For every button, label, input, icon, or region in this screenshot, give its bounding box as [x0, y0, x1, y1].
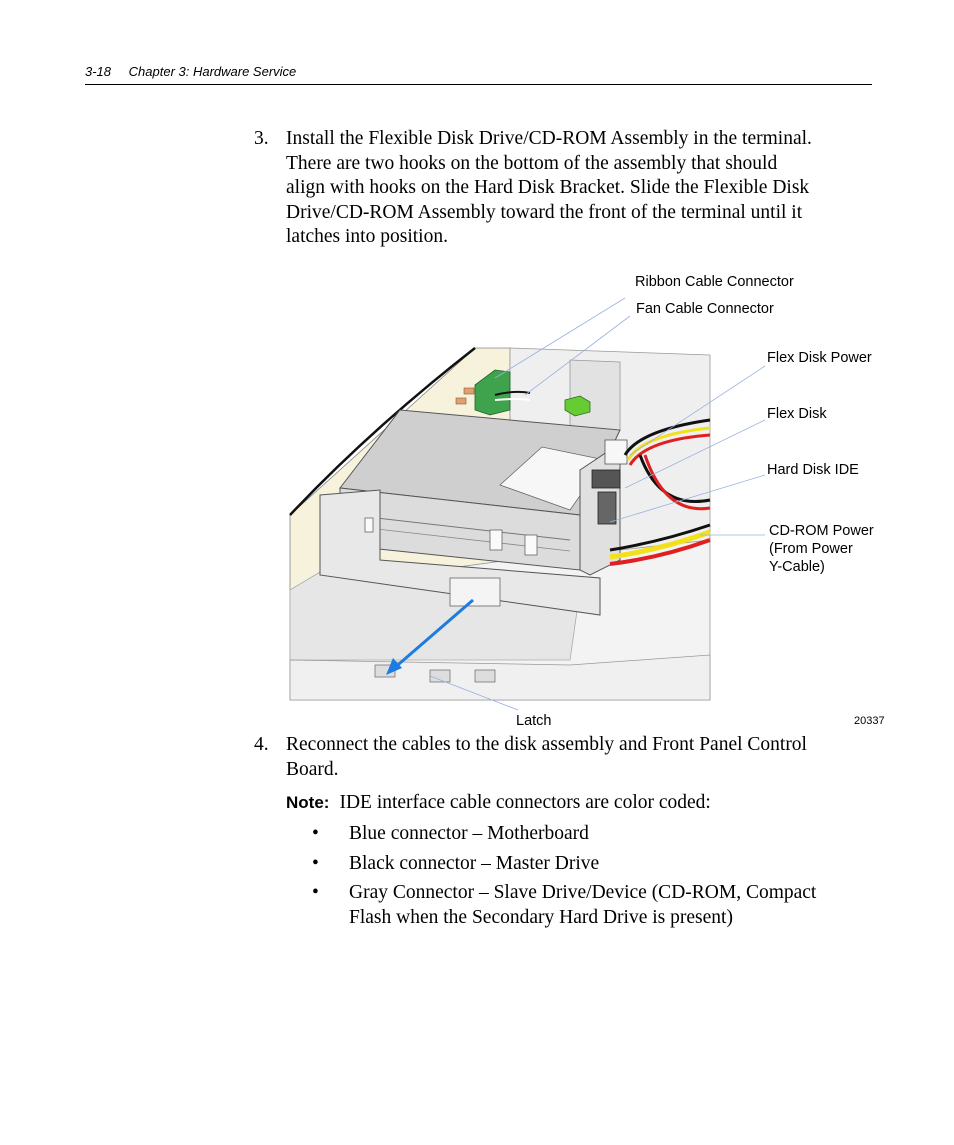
callout-line: CD-ROM Power [769, 523, 874, 539]
callout-line: (From Power [769, 541, 853, 557]
note [286, 791, 866, 816]
step-number: 4. [254, 734, 269, 755]
list-item-text: Blue connector – Motherboard [349, 823, 589, 844]
step-line: Board. [286, 758, 339, 780]
list-item-text: Flash when the Secondary Hard Drive is present) [349, 906, 733, 928]
bullet-icon: • [312, 823, 319, 844]
callout-cdrom-power [769, 522, 874, 576]
step-3 [254, 127, 874, 252]
bullet-icon: • [312, 882, 319, 904]
step-text [286, 127, 876, 250]
bullet-icon: • [312, 852, 319, 874]
step-line: Reconnect the cables to the disk assembly and Front Panel Control [286, 734, 807, 755]
step-line: align with hooks on the Hard Disk Bracket. Slide the Flexible Disk [286, 177, 810, 199]
list-item [312, 852, 872, 877]
step-line: Drive/CD-ROM Assembly toward the front of the terminal until it [286, 201, 803, 223]
step-line: Install the Flexible Disk Drive/CD-ROM Assembly in the terminal. [286, 128, 812, 149]
step-line: There are two hooks on the bottom of the assembly that should [286, 152, 778, 174]
list-item [312, 822, 872, 847]
page-number: 3-18 [85, 64, 112, 79]
list-item-text: Black connector – Master Drive [349, 852, 600, 874]
callout-hard-disk-ide: Hard Disk IDE [767, 462, 859, 478]
callout-ribbon-cable-connector: Ribbon Cable Connector [635, 274, 794, 290]
page-header [85, 64, 872, 85]
bullet-list [312, 822, 872, 935]
callout-flex-disk: Flex Disk [767, 406, 827, 422]
step-4 [254, 733, 874, 785]
list-item [312, 881, 872, 930]
step-text [286, 733, 876, 782]
list-item-text: Gray Connector – Slave Drive/Device (CD-ROM, Compact [349, 882, 817, 904]
note-label: Note: [286, 793, 330, 812]
callout-flex-disk-power: Flex Disk Power [767, 350, 872, 366]
callout-fan-cable-connector: Fan Cable Connector [636, 301, 774, 317]
callout-line: Y-Cable) [769, 559, 825, 575]
hardware-illustration [280, 260, 900, 740]
callout-latch: Latch [516, 713, 552, 729]
step-line: latches into position. [286, 226, 448, 248]
assembly-drawing [280, 260, 900, 740]
note-text: IDE interface cable connectors are color coded: [339, 792, 711, 813]
chapter-title: Chapter 3: Hardware Service [128, 64, 297, 79]
figure-number: 20337 [854, 715, 885, 727]
step-number: 3. [254, 128, 269, 149]
